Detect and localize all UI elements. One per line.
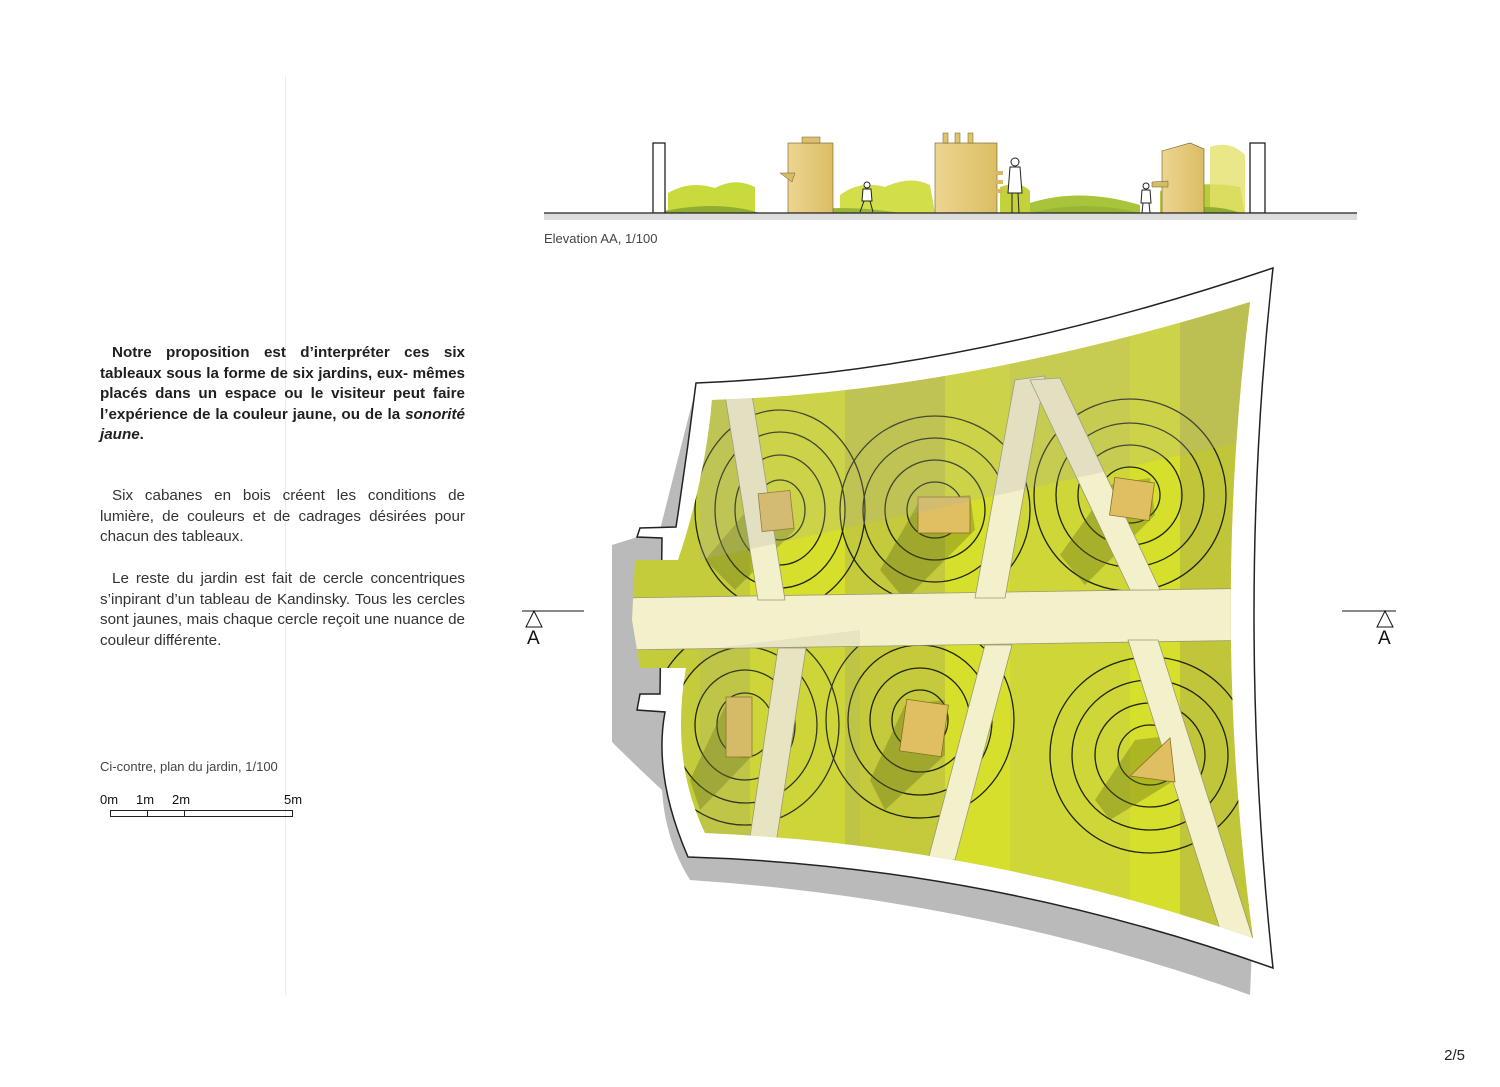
- scale-label-1: 1m: [136, 792, 155, 807]
- section-letter: A: [527, 628, 540, 649]
- section-letter: A: [1378, 628, 1391, 649]
- scale-label-5: 5m: [284, 792, 303, 807]
- intro-paragraph: Notre proposition est d’interpréter ces six tableaux sous la forme de six jardins, eux- mêmes placés dans un espace ou le visiteur peut faire l’expérience de la couleur jaune, ou de la sonorité jaune.: [100, 344, 465, 444]
- plan-caption: Ci-contre, plan du jardin, 1/100: [100, 759, 278, 774]
- cabins-paragraph: Six cabanes en bois créent les conditions de lumière, de couleurs et de cadrages désirées pour chacun des tableaux.: [100, 487, 465, 546]
- scale-label-0: 0m: [100, 792, 119, 807]
- circles-paragraph: Le reste du jardin est fait de cercle concentriques s’inpirant d’un tableau de Kandinsky. Tous les cercles sont jaunes, mais chaque cercle reçoit une nuance de couleur différente.: [100, 570, 465, 649]
- page-number: 2/5: [1444, 1047, 1465, 1064]
- scale-label-2: 2m: [172, 792, 191, 807]
- elevation-caption: Elevation AA, 1/100: [544, 231, 658, 246]
